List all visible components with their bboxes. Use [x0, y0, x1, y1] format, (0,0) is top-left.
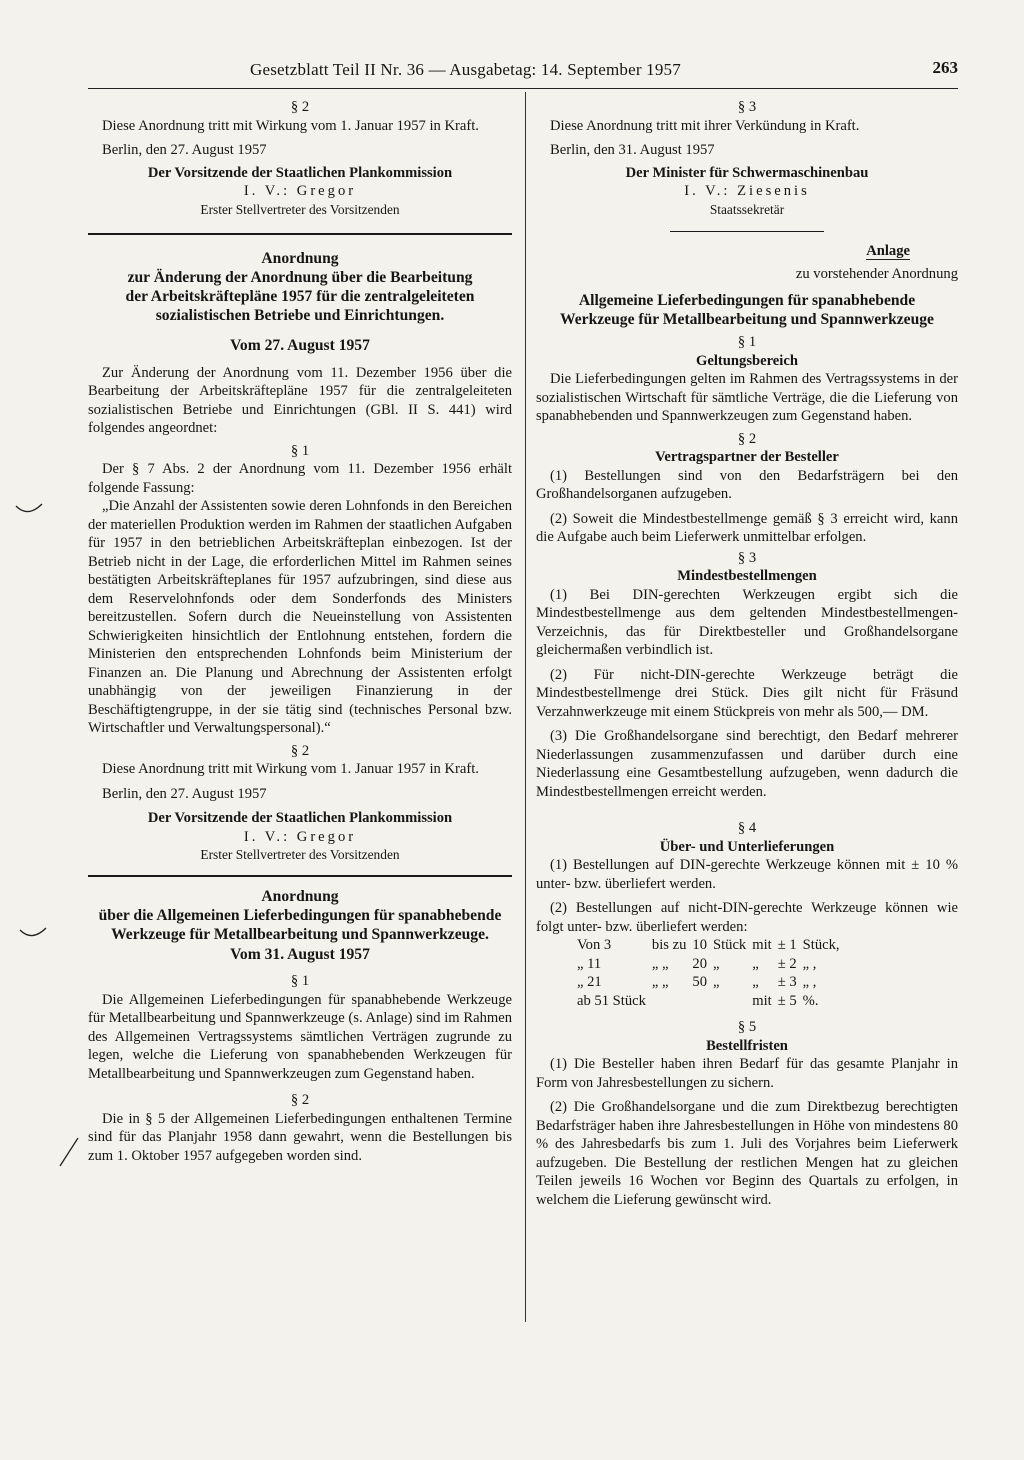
left-column — [88, 98, 512, 1165]
tolerance-cell — [649, 992, 689, 1011]
section-text: Die Lieferbedingungen gelten im Rahmen des Vertragssystems in der sozialistischen Wirtschaft für sämtliche Verträge, die die Lieferung von spanabhebenden und Spannwerkzeugen zum Gegenstand haben. — [536, 371, 958, 424]
section-number: § 4 — [737, 820, 757, 836]
tolerance-cell: 10 — [692, 937, 707, 953]
section-title: Über- und Unterlieferungen — [659, 838, 835, 855]
header-rule — [88, 88, 958, 89]
top-section — [88, 98, 512, 219]
section-number: § 3 — [737, 549, 757, 566]
section-title: Geltungsbereich — [696, 352, 798, 369]
section-text: (1) Bestellungen auf DIN-gerechte Werkzeuge können mit ± 10 % unter- bzw. überliefert werden. — [536, 857, 958, 892]
section-text: (1) Bestellungen sind von den Bedarfsträgern bei den Großhandelsorganen aufzugeben. — [536, 467, 958, 502]
paragraph-text: Diese Anordnung tritt mit ihrer Verkündung in Kraft. — [550, 117, 860, 134]
ordinance-heading: Anordnung — [261, 887, 339, 905]
section-text: (2) Bestellungen auf nicht-DIN-gerechte Werkzeuge können wie folgt unter- bzw. überliefert werden: — [536, 900, 958, 935]
ordinance-2-end — [536, 98, 958, 219]
ordinance-date: Vom 27. August 1957 — [230, 337, 370, 354]
gazette-title: Gesetzblatt Teil II Nr. 36 — Ausgabetag: 14. September 1957 — [250, 60, 681, 79]
paragraph-number: § 2 — [290, 742, 310, 759]
section-text: (2) Soweit die Mindestbestellmenge gemäß § 3 erreicht wird, kann die Aufgabe auch beim Lieferwerk unmittelbar erfolgen. — [536, 510, 958, 545]
ordinance-heading: Anordnung — [261, 250, 339, 267]
ordinance-intro: Zur Änderung der Anordnung vom 11. Dezember 1956 über die Bearbeitung der Arbeitskräftepläne 1957 für die zentralgeleiteten sozialistischen Betriebe und Einrichtungen (GBl. II S. 441) wird folgendes angeordnet: — [88, 364, 512, 436]
tolerance-cell: „ , — [802, 974, 817, 990]
page-header — [90, 60, 958, 82]
annex-label-text: Anlage — [866, 243, 910, 259]
paragraph-text: Diese Anordnung tritt mit Wirkung vom 1. Januar 1957 in Kraft. — [102, 761, 479, 777]
annex-title: Allgemeine Lieferbedingungen für spanabhebende Werkzeuge für Metallbearbeitung und Spannwerkzeuge — [560, 292, 934, 328]
section-text: (1) Die Besteller haben ihren Bedarf für das gesamte Planjahr in Form von Jahresbestellungen zu sichern. — [536, 1056, 958, 1091]
section-text: (2) Die Großhandelsorgane und die zum Direktbezug berechtigten Bedarfsträger haben ihre Jahresbestellungen in Höhe von mindestens 80 % des Jahresbedarfs bis zum 1. Juli des Vorjahres beim Lieferwerk aufzugeben. Die Bestellung der restlichen Mengen hat zu gleichen Teilen jeweils 16 Wochen vor Beginn des Quartals zu erfolgen, in welchem die Lieferung gewünscht wird. — [536, 1099, 958, 1208]
tolerance-cell: „ — [752, 955, 759, 972]
paragraph-number: § 3 — [737, 99, 757, 115]
section-number: § 2 — [737, 430, 757, 447]
tolerance-cell: „ — [752, 974, 759, 990]
tolerance-cell: ± 2 — [777, 955, 797, 972]
tolerance-cell: 50 — [692, 974, 707, 990]
tolerance-cell: Stück, — [802, 937, 840, 953]
tolerance-cell: ± 1 — [777, 937, 797, 953]
section-title: Mindestbestellmengen — [677, 568, 817, 584]
ordinance-1 — [88, 249, 512, 865]
paragraph-number: § 1 — [290, 973, 310, 989]
tolerance-cell: ab 51 Stück — [577, 992, 646, 1009]
place-date: Berlin, den 27. August 1957 — [102, 785, 267, 802]
section-number: § 5 — [737, 1019, 757, 1035]
tolerance-cell: „ „ — [651, 955, 669, 972]
paragraph-text: Die Allgemeinen Lieferbedingungen für spanabhebende Werkzeuge für Metallbearbeitung und Spannwerkzeuge (s. Anlage) sind im Rahmen des Allgemeinen Vertragssystems sämtlichen Verträgen zugrunde zu legen, welche die Lieferung von spanabhebenden Werkzeugen für Metallbearbeitung und Spannwerkzeugen zum Gegenstand haben. — [88, 991, 512, 1082]
paragraph-text: Der § 7 Abs. 2 der Anordnung vom 11. Dezember 1956 erhält folgende Fassung: — [88, 461, 512, 496]
tolerance-cell — [710, 992, 749, 1011]
tolerance-cell: Stück — [712, 937, 747, 953]
signatory-name: I. V.: Gregor — [243, 183, 357, 199]
signatory-name: I. V.: Ziesenis — [684, 183, 810, 199]
tolerance-cell: ± 5 — [777, 992, 797, 1009]
annex-subtitle: zu vorstehender Anordnung — [795, 265, 958, 282]
tolerance-cell: „ , — [802, 955, 817, 972]
section-text: (2) Für nicht-DIN-gerechte Werkzeuge beträgt die Mindestbestellmenge drei Stück. Dies gilt nicht für Fräsund Verzahnwerkzeuge mit einem Stückpreis von mehr als 500,— DM. — [536, 666, 958, 720]
paragraph-number: § 2 — [290, 99, 310, 115]
ordinance-date: Vom 31. August 1957 — [230, 945, 370, 963]
section-title: Vertragspartner der Besteller — [655, 449, 839, 465]
annex-label — [536, 242, 958, 261]
ordinance-heading: sozialistischen Betriebe und Einrichtungen. — [155, 307, 445, 324]
tolerance-cell: %. — [802, 992, 819, 1009]
quoted-text: „Die Anzahl der Assistenten sowie deren Lohnfonds in den Bereichen der materiellen Produktion werden im Rahmen der staatlichen Aufgaben für 1957 in den betrieblichen Arbeitskräfteplan einbezogen. Ist der Betrieb nicht in der Lage, die erforderlichen Mittel im Rahmen seines bestätigten Arbeitskräfteplanes für 1957 aufzubringen, sind diese aus dem Reservelohnfonds oder dem Sonderfonds des Ministers bereitzustellen. Sofern durch die Neueinstellung von Assistenten Schwierigkeiten hinsichtlich der Entlohnung entstehen, fordern die Ministerien den entsprechenden Lohnfonds beim Ministerium der Finanzen an. Die Planung und Abrechnung der Assistenten erfolgt unabhängig von der jeweiligen Finanzierung in der Beschäftigtengruppe, in der sie tätig sind (technisches Personal bzw. Wirtschaftler und Verwaltungspersonal).“ — [88, 498, 512, 736]
tolerance-cell: mit — [752, 937, 772, 953]
ordinance-heading: zur Änderung der Anordnung über die Bearbeitung — [127, 269, 473, 286]
paragraph-text: Diese Anordnung tritt mit Wirkung vom 1. Januar 1957 in Kraft. — [102, 117, 479, 134]
place-date: Berlin, den 31. August 1957 — [550, 142, 715, 158]
section-title: Bestellfristen — [706, 1037, 788, 1054]
tolerance-cell: mit — [752, 992, 772, 1009]
tolerance-row — [574, 955, 843, 974]
ordinance-2 — [88, 887, 512, 1166]
tolerance-row — [574, 936, 843, 955]
section-text: (1) Bei DIN-gerechten Werkzeugen ergibt sich die Mindestbestellmenge aus dem geltenden Mindestbestellmengen-Verzeichnis, das für Direktbesteller und Großhandelsorgane gleichermaßen verbindlich ist. — [536, 586, 958, 658]
tolerance-table — [574, 936, 843, 1010]
tolerance-cell: „ „ — [651, 974, 669, 990]
signatory-role: Erster Stellvertreter des Vorsitzenden — [200, 201, 400, 217]
page-number: 263 — [932, 58, 958, 77]
tolerance-cell: „ — [712, 974, 720, 990]
annex — [536, 242, 958, 1209]
tolerance-cell: „ 21 — [577, 974, 602, 990]
tolerance-cell: 20 — [692, 955, 707, 972]
ordinance-heading: der Arbeitskräftepläne 1957 für die zentralgeleiteten — [125, 288, 475, 305]
paragraph-number: § 2 — [290, 1092, 310, 1108]
tolerance-row — [574, 992, 843, 1011]
signatory-role: Staatssekretär — [709, 201, 785, 217]
tolerance-cell: Von 3 — [577, 937, 612, 953]
paragraph-text: Die in § 5 der Allgemeinen Lieferbedingungen enthaltenen Termine sind für das Planjahr 1958 dann gewahrt, wenn die Bestellungen bis zum 1. Oktober 1957 aufgegeben worden sind. — [88, 1110, 512, 1164]
margin-mark-curve — [18, 924, 48, 944]
margin-mark-curve — [14, 500, 44, 520]
signatory-title: Der Minister für Schwermaschinenbau — [625, 164, 869, 181]
tolerance-cell: „ 11 — [577, 955, 602, 972]
signatory-title: Der Vorsitzende der Staatlichen Plankommission — [147, 810, 453, 826]
place-date: Berlin, den 27. August 1957 — [102, 142, 267, 158]
signatory-title: Der Vorsitzende der Staatlichen Plankommission — [147, 164, 453, 181]
tolerance-cell: „ — [712, 955, 720, 972]
tolerance-cell: bis zu — [651, 937, 687, 953]
tolerance-row — [574, 973, 843, 992]
tolerance-cell — [689, 992, 710, 1011]
signatory-role: Erster Stellvertreter des Vorsitzenden — [200, 847, 400, 862]
signatory-name: I. V.: Gregor — [243, 828, 357, 845]
tolerance-cell: ± 3 — [777, 974, 797, 990]
section-number: § 1 — [737, 334, 757, 350]
margin-mark-slash — [58, 1136, 80, 1168]
column-divider — [525, 92, 526, 1322]
section-text: (3) Die Großhandelsorgane sind berechtigt, den Bedarf mehrerer Niederlassungen zusammenzufassen und darüber durch eine Niederlassung eine Gesamtbestellung aufzugeben, wenn dadurch die Mindestbestellmengen erreicht werden. — [536, 728, 958, 800]
right-column — [536, 98, 958, 1209]
paragraph-number: § 1 — [290, 442, 310, 459]
ordinance-heading: über die Allgemeinen Lieferbedingungen für spanabhebende Werkzeuge für Metallbearbeitung und Spannwerkzeuge. — [98, 906, 502, 943]
